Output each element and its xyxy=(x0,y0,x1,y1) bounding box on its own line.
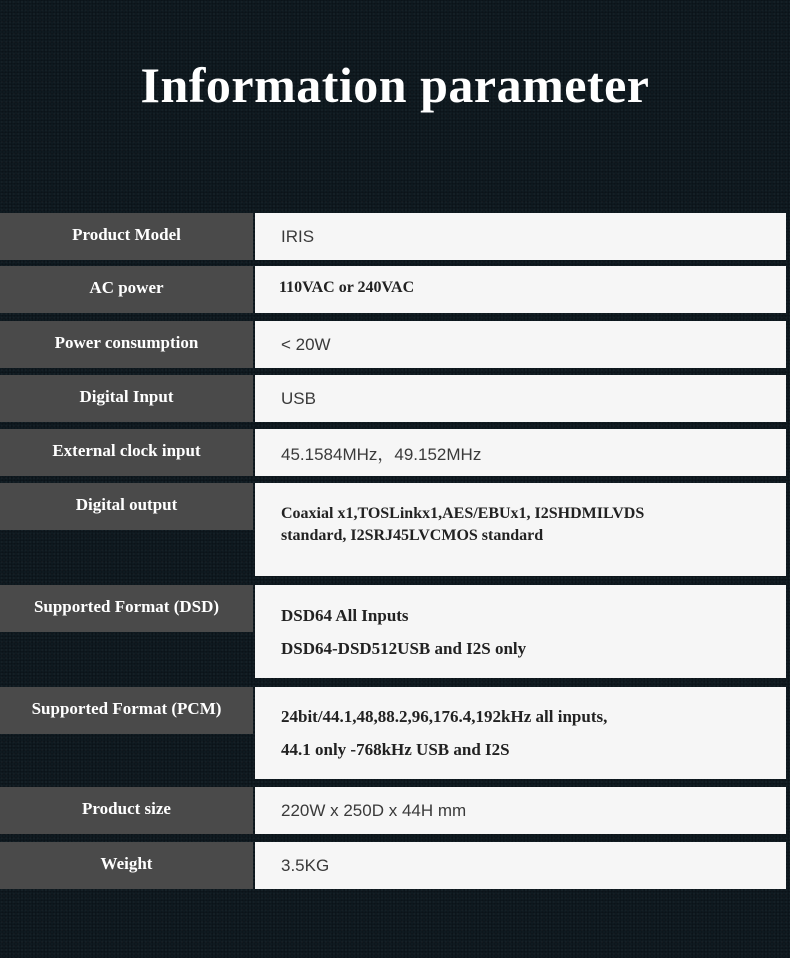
spec-label: Supported Format (DSD) xyxy=(0,585,253,632)
spec-row-external-clock xyxy=(0,429,786,476)
spec-value: 45.1584MHz，49.152MHz xyxy=(255,429,786,476)
spec-value-line: 44.1 only -768kHz USB and I2S xyxy=(281,740,510,759)
spec-row-product-size xyxy=(0,787,786,834)
spec-value-line: 24bit/44.1,48,88.2,96,176.4,192kHz all inputs, xyxy=(281,707,608,726)
spec-value: USB xyxy=(255,375,786,422)
spec-label: Digital Input xyxy=(0,375,253,422)
spec-value: 220W x 250D x 44H mm xyxy=(255,787,786,834)
spec-label: Power consumption xyxy=(0,321,253,368)
spec-row-weight xyxy=(0,842,786,889)
spec-label: External clock input xyxy=(0,429,253,476)
spec-label: Product size xyxy=(0,787,253,834)
spec-value xyxy=(255,266,786,313)
spec-row-digital-input xyxy=(0,375,786,422)
spec-value-text: 110VAC or 240VAC xyxy=(279,278,415,296)
spec-label: AC power xyxy=(0,266,253,313)
spec-label: Supported Format (PCM) xyxy=(0,687,253,734)
page-title: Information parameter xyxy=(140,57,650,113)
spec-value xyxy=(255,585,786,678)
spec-value: IRIS xyxy=(255,213,786,260)
spec-label: Digital output xyxy=(0,483,253,530)
spec-row-product-model xyxy=(0,213,786,260)
spec-label: Weight xyxy=(0,842,253,889)
spec-row-pcm-format xyxy=(0,687,786,779)
spec-row-ac-power xyxy=(0,266,786,313)
spec-row-digital-output xyxy=(0,483,786,576)
spec-value-line: Coaxial x1,TOSLinkx1,AES/EBUx1, I2SHDMILVDS xyxy=(281,505,645,522)
spec-row-power-consumption xyxy=(0,321,786,368)
spec-row-dsd-format xyxy=(0,585,786,678)
spec-value-line: standard, I2SRJ45LVCMOS standard xyxy=(281,527,544,544)
spec-value-line: DSD64 All Inputs xyxy=(281,605,409,625)
spec-label: Product Model xyxy=(0,213,253,260)
spec-value: 3.5KG xyxy=(255,842,786,889)
spec-value-line: DSD64-DSD512USB and I2S only xyxy=(281,638,527,658)
spec-value xyxy=(255,483,786,576)
spec-value: < 20W xyxy=(255,321,786,368)
spec-value xyxy=(255,687,786,779)
